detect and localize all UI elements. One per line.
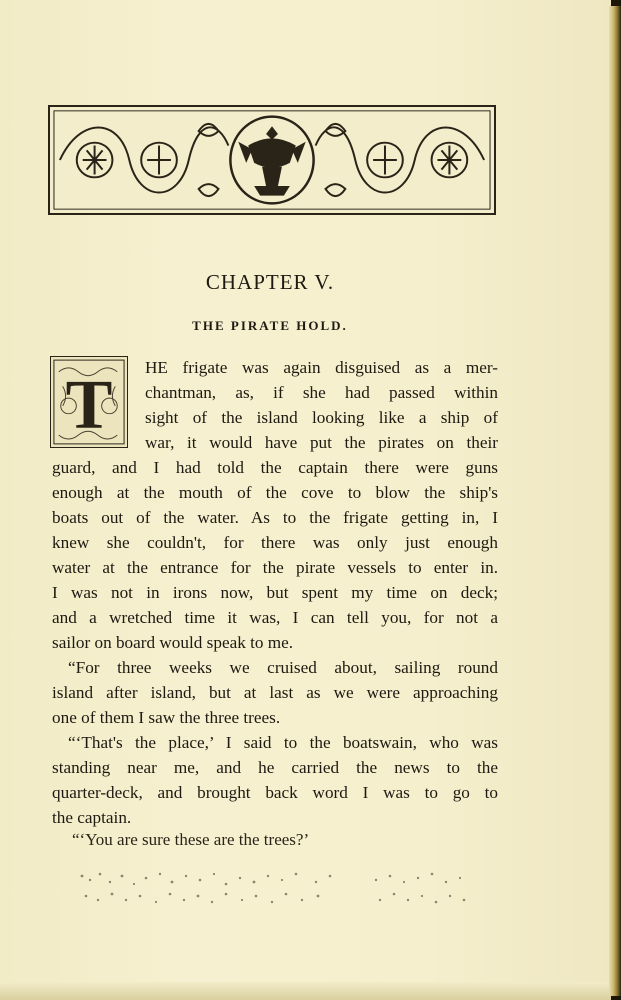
text-line: guard, and I had told the captain there were guns: [52, 458, 498, 477]
book-spine-edge: [609, 6, 621, 996]
svg-text:T: T: [65, 365, 113, 444]
text-line: sailor on board would speak to me.: [52, 633, 294, 652]
chapter-title: CHAPTER V.: [205, 270, 335, 294]
dropcap-initial: [50, 356, 128, 448]
text-line: water at the entrance for the pirate vessels to enter in.: [52, 558, 498, 577]
eagle-crest-ornament-icon: [50, 107, 494, 213]
faded-last-line: [72, 830, 309, 850]
text-line: and a wretched time it was, I can tell you, for not a: [52, 608, 498, 627]
text-line: “For three weeks we cruised about, sailing round: [68, 658, 498, 677]
dropcap-t-icon: [51, 357, 127, 447]
text-line: boats out of the water. As to the frigate getting in, I: [52, 508, 498, 527]
text-line: knew she couldn't, for there was only just enough: [52, 533, 498, 552]
text-line: quarter-deck, and brought back word I was to go to: [52, 783, 498, 802]
page-bottom-edge: [0, 982, 611, 1000]
text-line: island after island, but at last as we were approaching: [52, 683, 498, 702]
text-line: chantman, as, if she had passed within: [145, 383, 498, 402]
chapter-subtitle: THE PIRATE HOLD.: [192, 318, 348, 333]
text-line: HE frigate was again disguised as a mer-: [145, 358, 498, 377]
text-line: the captain.: [52, 808, 132, 827]
text-line: one of them I saw the three trees.: [52, 708, 281, 727]
text-line: I was not in irons now, but spent my time on deck;: [52, 583, 498, 602]
text-line: standing near me, and he carried the news to the: [52, 758, 498, 777]
faded-print-dots: [76, 870, 476, 906]
text-line: enough at the mouth of the cove to blow the ship's: [52, 483, 498, 502]
text-line: sight of the island looking like a ship of: [145, 408, 498, 427]
faded-text: “‘You are sure these are the trees?’: [72, 830, 310, 849]
text-line: war, it would have put the pirates on their: [145, 433, 498, 452]
header-ornament: [48, 105, 496, 215]
text-line: “‘That's the place,’ I said to the boatswain, who was: [68, 733, 498, 752]
